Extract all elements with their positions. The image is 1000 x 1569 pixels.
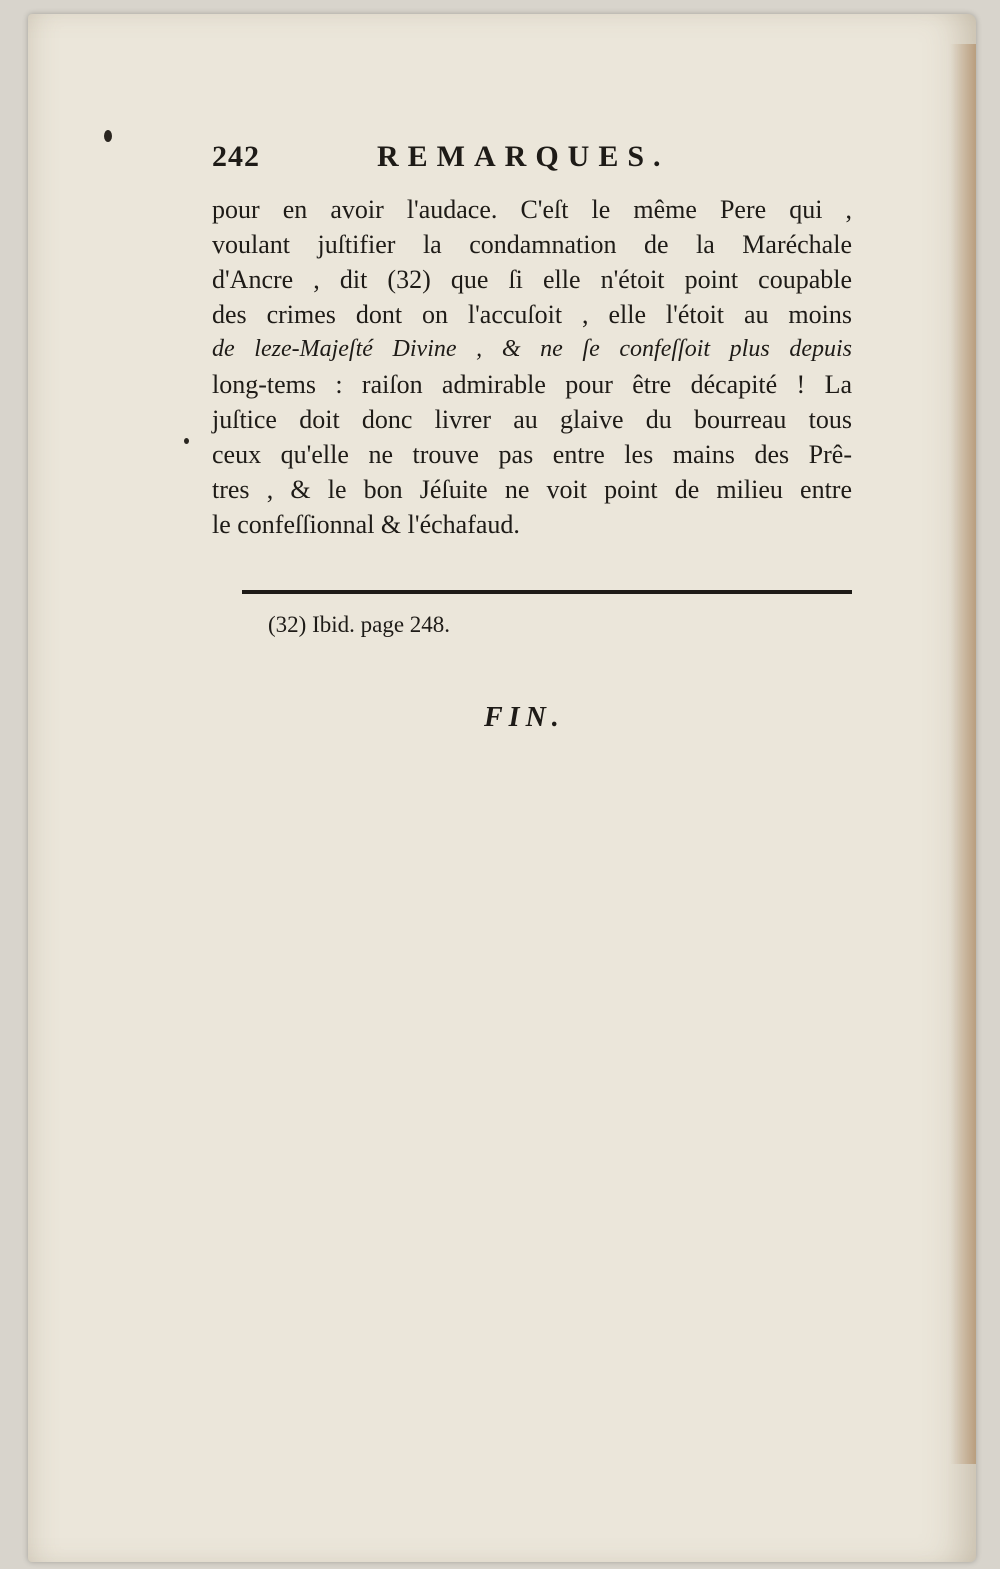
text-line: long-tems : raiſon admirable pour être décapité ! La — [212, 370, 852, 399]
body-paragraph — [212, 192, 852, 542]
text-line: des crimes dont on l'accuſoit , elle l'étoit au moins — [212, 300, 852, 329]
page-header — [212, 140, 862, 192]
text-line: pour en avoir l'audace. C'eſt le même Pere qui , — [212, 195, 852, 224]
text-line: juſtice doit donc livrer au glaive du bourreau tous — [212, 405, 852, 434]
footnote-rule — [242, 590, 852, 594]
text-line: tres , & le bon Jéſuite ne voit point de milieu entre — [212, 475, 852, 504]
text-line: de leze-Majeſté Divine , & ne ſe confeſſoit plus depuis — [212, 336, 852, 362]
text-line: d'Ancre , dit (32) que ſi elle n'étoit point coupable — [212, 265, 852, 294]
text-line: ceux qu'elle ne trouve pas entre les mains des Prê- — [212, 440, 852, 469]
ink-spot — [184, 438, 189, 444]
end-mark: FIN. — [484, 702, 565, 733]
page-edge-stain — [950, 44, 976, 1464]
ink-spot — [104, 130, 112, 142]
page-number: 242 — [212, 140, 260, 173]
text-line: voulant juſtifier la condamnation de la Maréchale — [212, 230, 852, 259]
footnote: (32) Ibid. page 248. — [268, 612, 451, 637]
text-line: le confeſſionnal & l'échafaud. — [212, 510, 520, 539]
running-title: REMARQUES. — [377, 140, 670, 173]
